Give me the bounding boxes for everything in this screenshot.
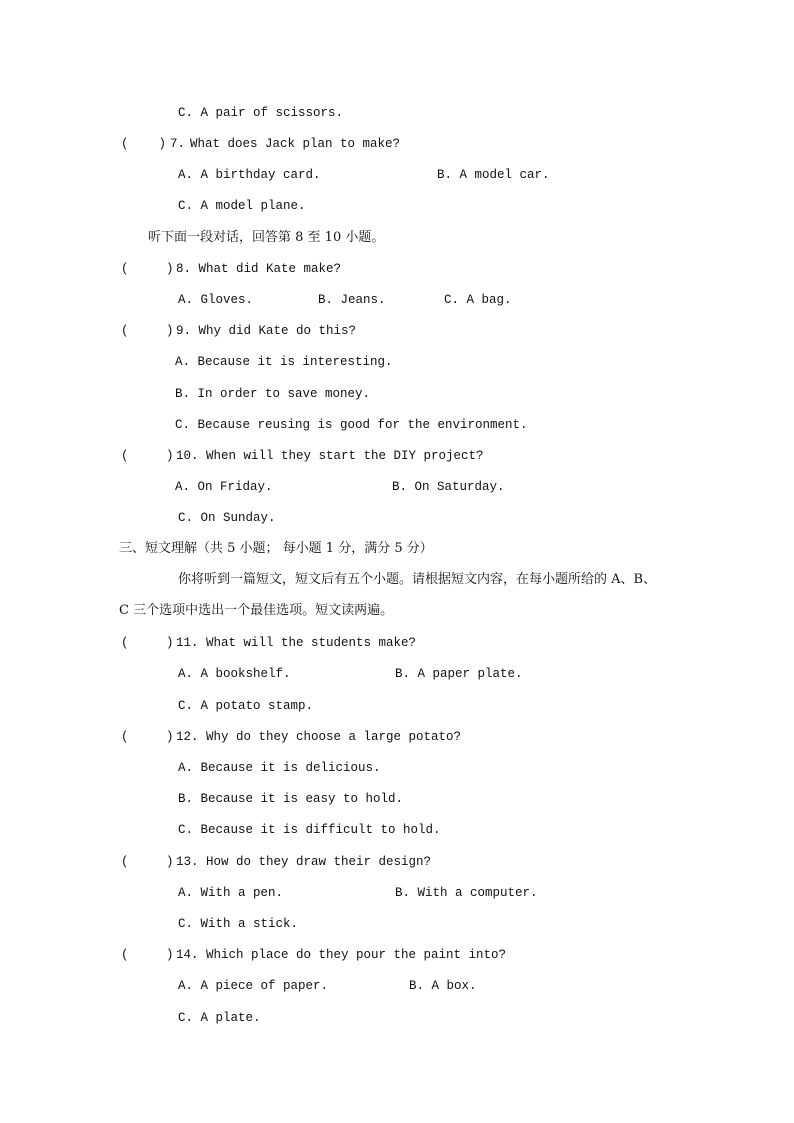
q7-option-a: A. A birthday card. [178, 168, 321, 182]
section3-instruction-line1: 你将听到一篇短文，短文后有五个小题。请根据短文内容，在每小题所给的 A、B、 [178, 572, 657, 587]
q8-answer-bracket[interactable]: ( ) [121, 262, 174, 276]
q13-stem: 13. How do they draw their design? [176, 855, 432, 869]
section3-title: 三、短文理解（共 5 小题； 每小题 1 分，满分 5 分） [119, 541, 433, 556]
q7-option-c: C. A model plane. [178, 199, 306, 213]
q12-option-c: C. Because it is difficult to hold. [178, 823, 441, 837]
q11-stem: 11. What will the students make? [176, 636, 417, 650]
q7-number: 7. [170, 137, 186, 151]
q8-option-c: C. A bag. [444, 293, 512, 307]
q9-option-a: A. Because it is interesting. [175, 355, 393, 369]
q12-option-b: B. Because it is easy to hold. [178, 792, 404, 806]
q7-stem: What does Jack plan to make? [190, 137, 401, 151]
q10-option-b: B. On Saturday. [392, 480, 505, 494]
q8-stem: 8. What did Kate make? [176, 262, 342, 276]
q9-answer-bracket[interactable]: ( ) [121, 324, 174, 338]
q10-option-c: C. On Sunday. [178, 511, 276, 525]
q8-option-b: B. Jeans. [318, 293, 386, 307]
q13-option-c: C. With a stick. [178, 917, 299, 931]
q11-option-a: A. A bookshelf. [178, 667, 291, 681]
q10-stem: 10. When will they start the DIY project? [176, 449, 484, 463]
q8-option-a: A. Gloves. [178, 293, 254, 307]
q7-option-b: B. A model car. [437, 168, 550, 182]
dialogue-instruction: 听下面一段对话，回答第 8 至 10 小题。 [148, 230, 385, 245]
q11-answer-bracket[interactable]: ( ) [121, 636, 174, 650]
q9-option-c: C. Because reusing is good for the environment. [175, 418, 528, 432]
q14-stem: 14. Which place do they pour the paint into? [176, 948, 507, 962]
q13-option-a: A. With a pen. [178, 886, 284, 900]
q11-option-b: B. A paper plate. [395, 667, 523, 681]
q12-answer-bracket[interactable]: ( ) [121, 730, 174, 744]
q10-answer-bracket[interactable]: ( ) [121, 449, 174, 463]
q14-option-c: C. A plate. [178, 1011, 261, 1025]
q12-option-a: A. Because it is delicious. [178, 761, 381, 775]
section3-instruction-line2: C 三个选项中选出一个最佳选项。短文读两遍。 [119, 603, 394, 618]
q6-option-c: C. A pair of scissors. [178, 106, 344, 120]
q11-option-c: C. A potato stamp. [178, 699, 314, 713]
q13-option-b: B. With a computer. [395, 886, 538, 900]
q13-answer-bracket[interactable]: ( ) [121, 855, 174, 869]
q14-answer-bracket[interactable]: ( ) [121, 948, 174, 962]
q7-answer-bracket[interactable]: ( ) [121, 137, 167, 151]
q10-option-a: A. On Friday. [175, 480, 273, 494]
q14-option-a: A. A piece of paper. [178, 979, 329, 993]
q14-option-b: B. A box. [409, 979, 477, 993]
q12-stem: 12. Why do they choose a large potato? [176, 730, 462, 744]
q9-stem: 9. Why did Kate do this? [176, 324, 357, 338]
q9-option-b: B. In order to save money. [175, 387, 371, 401]
